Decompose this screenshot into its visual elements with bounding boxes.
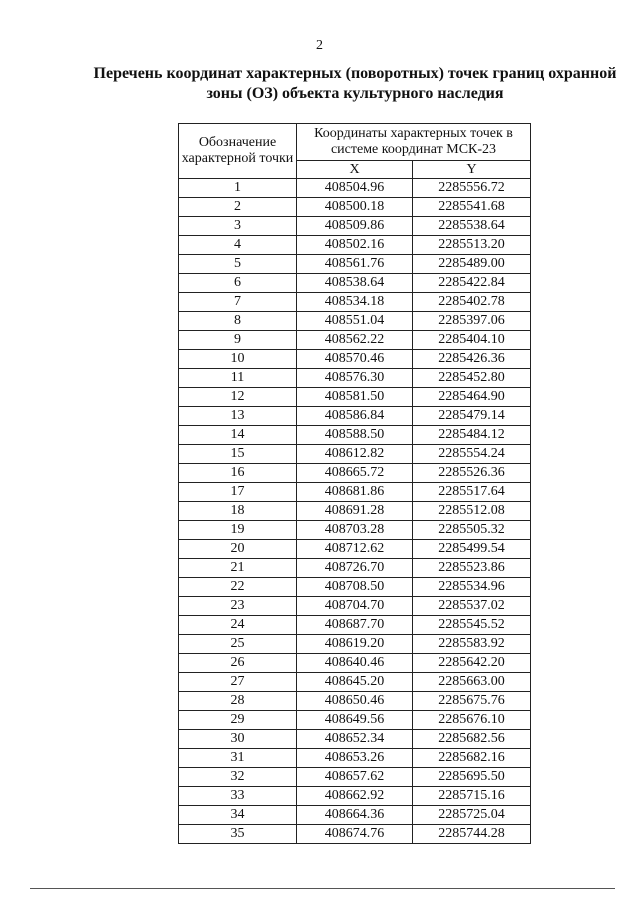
x-coordinate-cell: 408645.20 [297, 673, 413, 692]
x-coordinate-cell: 408657.62 [297, 768, 413, 787]
page-bottom-rule [30, 888, 615, 889]
y-coordinate-cell: 2285517.64 [413, 483, 531, 502]
y-coordinate-cell: 2285537.02 [413, 597, 531, 616]
x-coordinate-cell: 408703.28 [297, 521, 413, 540]
y-coordinate-cell: 2285523.86 [413, 559, 531, 578]
table-row [179, 730, 531, 749]
y-coordinate-cell: 2285452.80 [413, 369, 531, 388]
table-row [179, 350, 531, 369]
point-number-cell: 6 [179, 274, 297, 293]
x-coordinate-cell: 408619.20 [297, 635, 413, 654]
table-row [179, 806, 531, 825]
coordinates-table [178, 123, 531, 844]
table-row [179, 711, 531, 730]
table-row [179, 540, 531, 559]
table-row [179, 483, 531, 502]
y-coordinate-cell: 2285484.12 [413, 426, 531, 445]
x-coordinate-cell: 408652.34 [297, 730, 413, 749]
x-coordinate-cell: 408691.28 [297, 502, 413, 521]
y-coordinate-cell: 2285744.28 [413, 825, 531, 844]
table-row [179, 616, 531, 635]
document-title [75, 64, 635, 104]
x-coordinate-cell: 408674.76 [297, 825, 413, 844]
y-coordinate-cell: 2285583.92 [413, 635, 531, 654]
x-coordinate-cell: 408538.64 [297, 274, 413, 293]
point-number-cell: 26 [179, 654, 297, 673]
y-coordinate-cell: 2285404.10 [413, 331, 531, 350]
y-coordinate-cell: 2285489.00 [413, 255, 531, 274]
x-coordinate-cell: 408586.84 [297, 407, 413, 426]
point-number-cell: 31 [179, 749, 297, 768]
page-number: 2 [316, 38, 323, 53]
header-point-designation: Обозначение характерной точки [179, 124, 297, 179]
table-row [179, 255, 531, 274]
point-number-cell: 4 [179, 236, 297, 255]
point-number-cell: 7 [179, 293, 297, 312]
y-coordinate-cell: 2285534.96 [413, 578, 531, 597]
point-number-cell: 35 [179, 825, 297, 844]
point-number-cell: 29 [179, 711, 297, 730]
point-number-cell: 22 [179, 578, 297, 597]
x-coordinate-cell: 408509.86 [297, 217, 413, 236]
table-row [179, 369, 531, 388]
table-row [179, 749, 531, 768]
y-coordinate-cell: 2285538.64 [413, 217, 531, 236]
y-coordinate-cell: 2285675.76 [413, 692, 531, 711]
x-coordinate-cell: 408650.46 [297, 692, 413, 711]
table-row [179, 217, 531, 236]
y-coordinate-cell: 2285715.16 [413, 787, 531, 806]
table-body [179, 179, 531, 844]
x-coordinate-cell: 408500.18 [297, 198, 413, 217]
point-number-cell: 21 [179, 559, 297, 578]
x-coordinate-cell: 408561.76 [297, 255, 413, 274]
table-row [179, 388, 531, 407]
table-row [179, 426, 531, 445]
table-row [179, 768, 531, 787]
x-coordinate-cell: 408662.92 [297, 787, 413, 806]
x-coordinate-cell: 408551.04 [297, 312, 413, 331]
x-coordinate-cell: 408708.50 [297, 578, 413, 597]
point-number-cell: 32 [179, 768, 297, 787]
header-coordinates: Координаты характерных точек в системе координат МСК-23 [297, 124, 531, 161]
point-number-cell: 17 [179, 483, 297, 502]
x-coordinate-cell: 408704.70 [297, 597, 413, 616]
y-coordinate-cell: 2285513.20 [413, 236, 531, 255]
point-number-cell: 27 [179, 673, 297, 692]
table-row [179, 578, 531, 597]
x-coordinate-cell: 408581.50 [297, 388, 413, 407]
y-coordinate-cell: 2285695.50 [413, 768, 531, 787]
table-row [179, 654, 531, 673]
table-row [179, 407, 531, 426]
x-coordinate-cell: 408570.46 [297, 350, 413, 369]
y-coordinate-cell: 2285682.56 [413, 730, 531, 749]
y-coordinate-cell: 2285422.84 [413, 274, 531, 293]
y-coordinate-cell: 2285545.52 [413, 616, 531, 635]
x-coordinate-cell: 408576.30 [297, 369, 413, 388]
y-coordinate-cell: 2285512.08 [413, 502, 531, 521]
y-coordinate-cell: 2285541.68 [413, 198, 531, 217]
point-number-cell: 16 [179, 464, 297, 483]
x-coordinate-cell: 408712.62 [297, 540, 413, 559]
y-coordinate-cell: 2285426.36 [413, 350, 531, 369]
y-coordinate-cell: 2285725.04 [413, 806, 531, 825]
y-coordinate-cell: 2285479.14 [413, 407, 531, 426]
y-coordinate-cell: 2285464.90 [413, 388, 531, 407]
y-coordinate-cell: 2285554.24 [413, 445, 531, 464]
point-number-cell: 11 [179, 369, 297, 388]
point-number-cell: 3 [179, 217, 297, 236]
table-row [179, 198, 531, 217]
table-row [179, 179, 531, 198]
point-number-cell: 24 [179, 616, 297, 635]
point-number-cell: 14 [179, 426, 297, 445]
table-row [179, 312, 531, 331]
x-coordinate-cell: 408504.96 [297, 179, 413, 198]
table-row [179, 274, 531, 293]
y-coordinate-cell: 2285526.36 [413, 464, 531, 483]
x-coordinate-cell: 408681.86 [297, 483, 413, 502]
point-number-cell: 8 [179, 312, 297, 331]
y-coordinate-cell: 2285402.78 [413, 293, 531, 312]
point-number-cell: 15 [179, 445, 297, 464]
point-number-cell: 34 [179, 806, 297, 825]
x-coordinate-cell: 408534.18 [297, 293, 413, 312]
point-number-cell: 20 [179, 540, 297, 559]
y-coordinate-cell: 2285499.54 [413, 540, 531, 559]
point-number-cell: 25 [179, 635, 297, 654]
y-coordinate-cell: 2285663.00 [413, 673, 531, 692]
table-row [179, 445, 531, 464]
y-coordinate-cell: 2285397.06 [413, 312, 531, 331]
table-row [179, 787, 531, 806]
table-row [179, 236, 531, 255]
point-number-cell: 10 [179, 350, 297, 369]
table-row [179, 825, 531, 844]
x-coordinate-cell: 408562.22 [297, 331, 413, 350]
table-row [179, 559, 531, 578]
y-coordinate-cell: 2285556.72 [413, 179, 531, 198]
table-row [179, 597, 531, 616]
point-number-cell: 23 [179, 597, 297, 616]
header-x: X [297, 161, 413, 179]
x-coordinate-cell: 408502.16 [297, 236, 413, 255]
y-coordinate-cell: 2285682.16 [413, 749, 531, 768]
point-number-cell: 28 [179, 692, 297, 711]
table-row [179, 673, 531, 692]
point-number-cell: 5 [179, 255, 297, 274]
point-number-cell: 2 [179, 198, 297, 217]
title-line-2: зоны (ОЗ) объекта культурного наследия [206, 85, 504, 102]
header-y: Y [413, 161, 531, 179]
x-coordinate-cell: 408664.36 [297, 806, 413, 825]
point-number-cell: 30 [179, 730, 297, 749]
point-number-cell: 19 [179, 521, 297, 540]
x-coordinate-cell: 408665.72 [297, 464, 413, 483]
y-coordinate-cell: 2285642.20 [413, 654, 531, 673]
x-coordinate-cell: 408653.26 [297, 749, 413, 768]
x-coordinate-cell: 408726.70 [297, 559, 413, 578]
table-row [179, 692, 531, 711]
x-coordinate-cell: 408687.70 [297, 616, 413, 635]
table-row [179, 521, 531, 540]
point-number-cell: 18 [179, 502, 297, 521]
point-number-cell: 12 [179, 388, 297, 407]
point-number-cell: 13 [179, 407, 297, 426]
y-coordinate-cell: 2285505.32 [413, 521, 531, 540]
table-row [179, 502, 531, 521]
point-number-cell: 33 [179, 787, 297, 806]
x-coordinate-cell: 408612.82 [297, 445, 413, 464]
x-coordinate-cell: 408649.56 [297, 711, 413, 730]
point-number-cell: 9 [179, 331, 297, 350]
x-coordinate-cell: 408588.50 [297, 426, 413, 445]
point-number-cell: 1 [179, 179, 297, 198]
table-row [179, 635, 531, 654]
table-row [179, 293, 531, 312]
title-line-1: Перечень координат характерных (поворотных) точек границ охранной [93, 65, 617, 82]
table-row [179, 464, 531, 483]
y-coordinate-cell: 2285676.10 [413, 711, 531, 730]
table-row [179, 331, 531, 350]
x-coordinate-cell: 408640.46 [297, 654, 413, 673]
